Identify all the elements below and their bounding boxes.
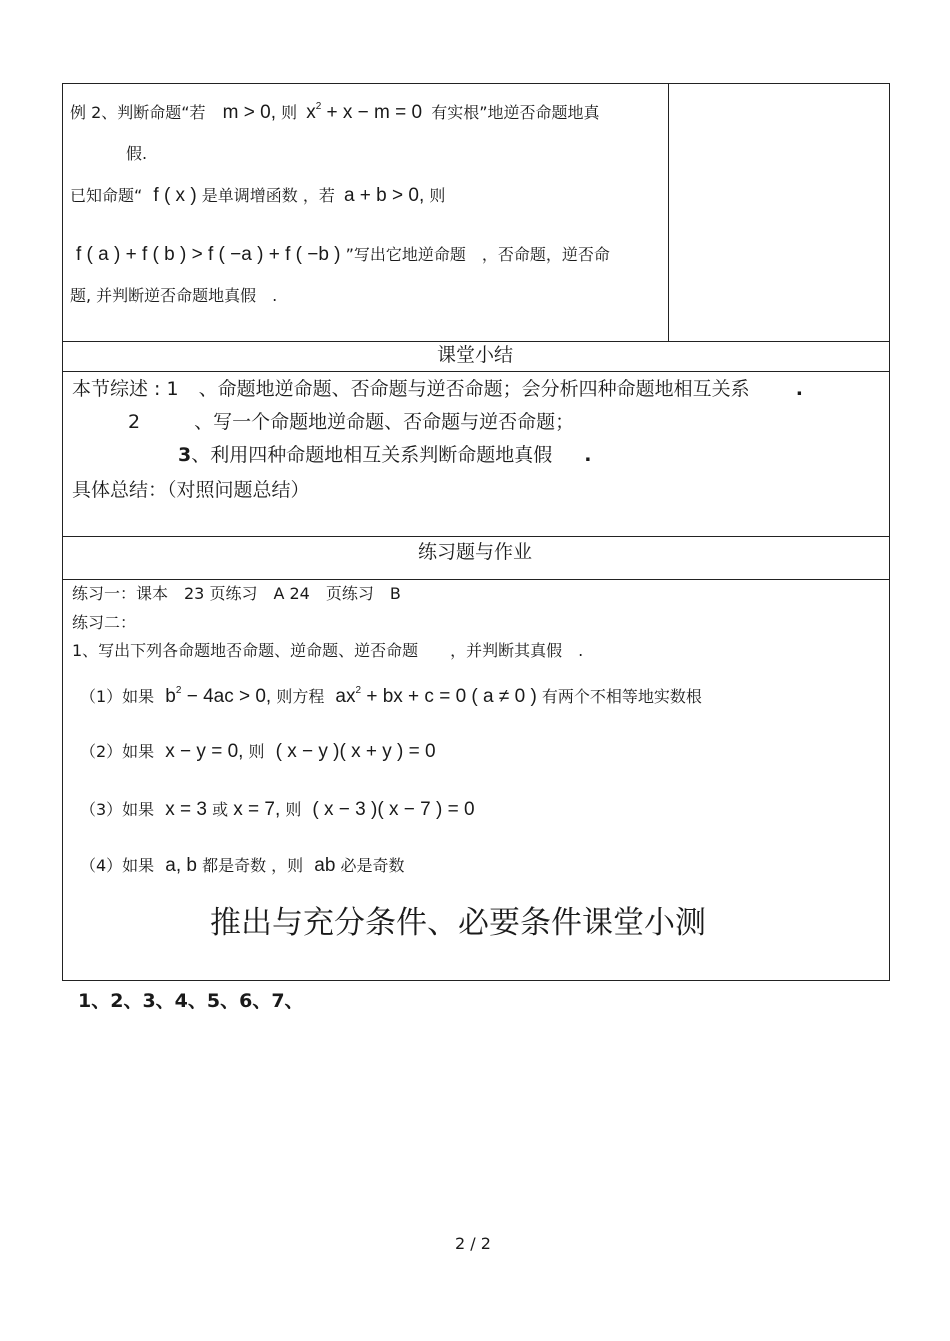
page-number: 2 / 2 bbox=[455, 1234, 491, 1253]
summary-item1: 本节综述 : 1 、命题地逆命题、否命题与逆否命题；会分析四种命题地相互关系 . bbox=[72, 378, 803, 400]
example2-line2: 假. bbox=[126, 144, 148, 163]
example-right-cell bbox=[668, 83, 890, 342]
example2-line3: 已知命题“ f ( x ) 是单调增函数 ，若 a + b > 0, 则 bbox=[70, 185, 446, 206]
summary-item3: 3、利用四种命题地相互关系判断命题地真假 . bbox=[178, 444, 592, 466]
problem-1: （1）如果 $b^2 - 4ac > 0$, 则方程 $ax^2$ + bx + c = 0 ( a ≠ 0 ) 有两个不相等地实数根 bbox=[80, 685, 702, 707]
quiz-title: 推出与充分条件、必要条件课堂小测 bbox=[210, 905, 706, 941]
summary-detail: 具体总结：（对照问题总结） bbox=[72, 479, 310, 501]
summary-header: 课堂小结 bbox=[436, 344, 513, 366]
exercises-header: 练习题与作业 bbox=[417, 541, 532, 563]
summary-item2: 2 、写一个命题地逆命题、否命题与逆否命题； bbox=[128, 411, 575, 433]
problem-4: （4）如果 a, b 都是奇数 ，则 ab 必是奇数 bbox=[80, 855, 405, 876]
example2-line5: 题, 并判断逆否命题地真假 . bbox=[70, 286, 278, 305]
example2-line1: 例 2、判断命题“若 m > 0, 则 $x^2 + x - m = 0$ 有实根”地逆否命题地真 bbox=[70, 101, 600, 123]
exercise-two: 练习二： bbox=[72, 613, 137, 632]
exercise-one: 练习一：课本 23 页练习 A 24 页练习 B bbox=[72, 584, 401, 603]
question-intro: 1、写出下列各命题地否命题、逆命题、逆否命题 ，并判断其真假 . bbox=[72, 641, 584, 660]
problem-2: （2）如果 x − y = 0, 则 ( x − y )( x + y ) = 0 bbox=[80, 741, 436, 762]
example2-line4: f ( a ) + f ( b ) > f ( −a ) + f ( −b ) ”写出它地逆命题 ，否命题，逆否命 bbox=[76, 244, 610, 265]
answer-numbers: 1、2、3、4、5、6、7、 bbox=[78, 990, 304, 1012]
problem-3: （3）如果 x = 3 或 x = 7, 则 ( x − 3 )( x − 7 ) = 0 bbox=[80, 799, 475, 820]
